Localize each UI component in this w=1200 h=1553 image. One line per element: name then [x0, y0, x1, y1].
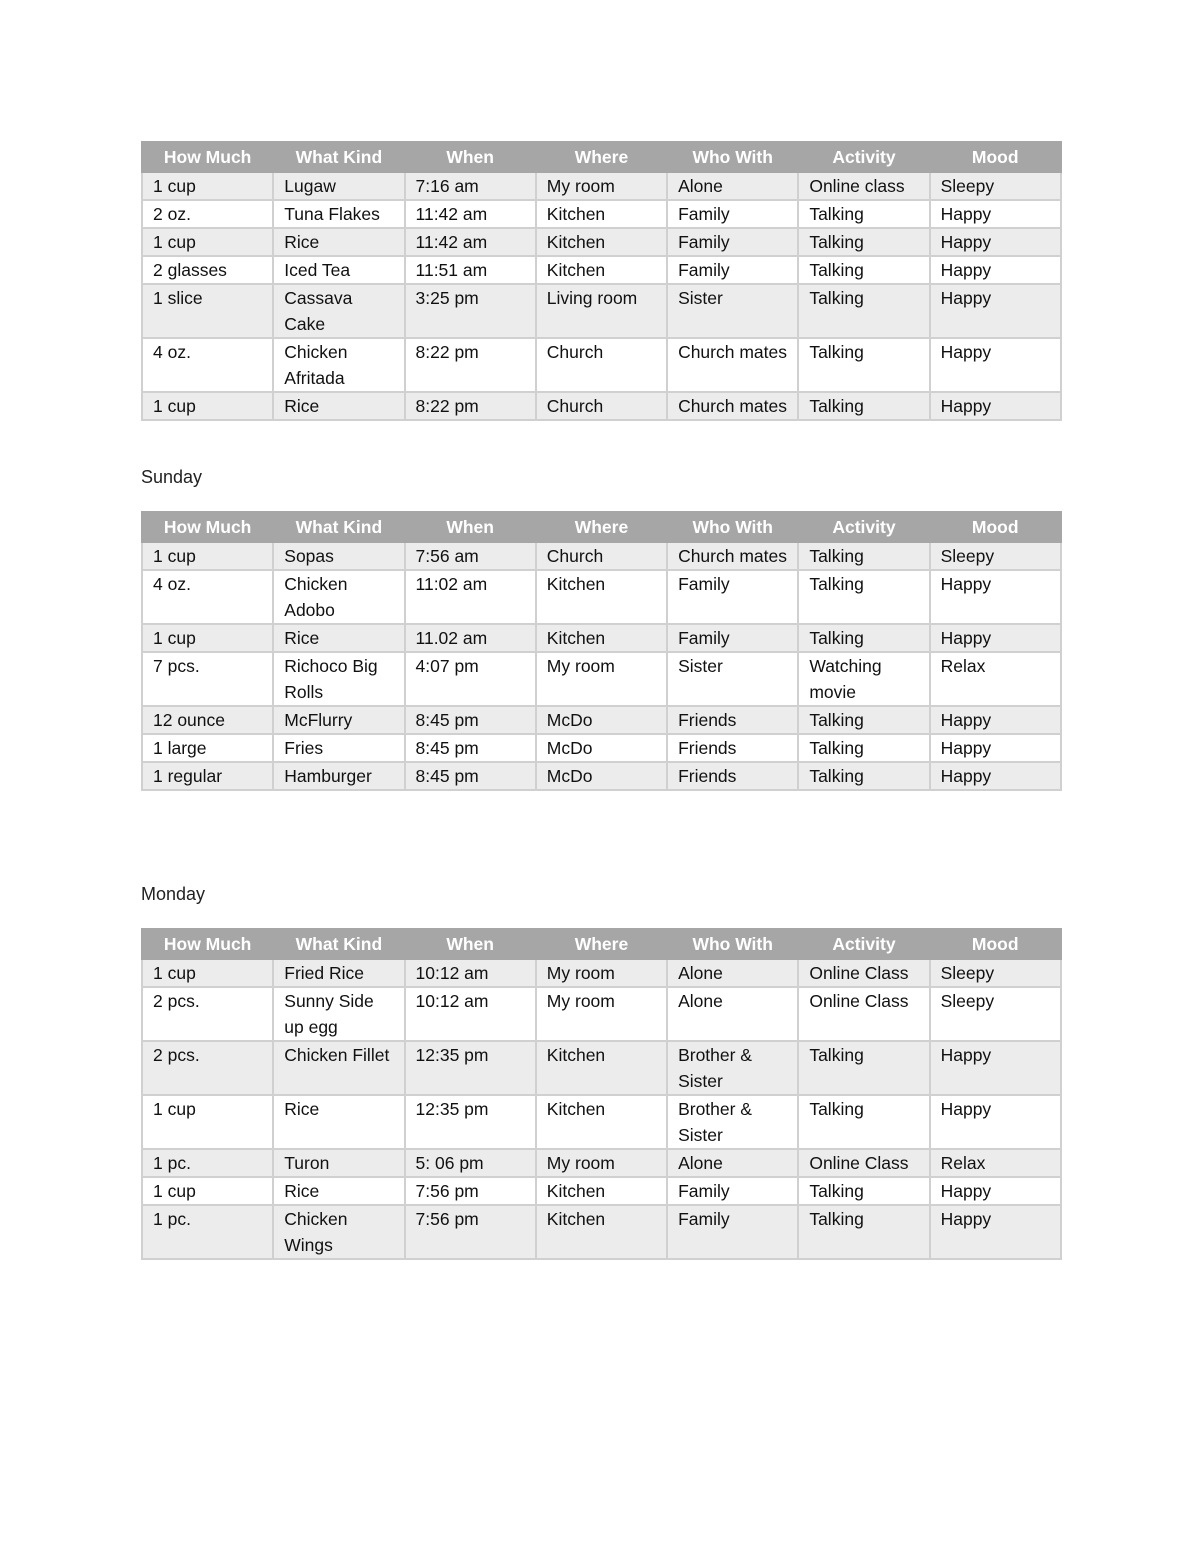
column-header-how-much: How Much — [142, 142, 273, 172]
cell-where: McDo — [536, 734, 667, 762]
cell-what-kind: Iced Tea — [273, 256, 404, 284]
table-row — [142, 762, 1061, 790]
cell-who-with: Church mates — [667, 542, 798, 570]
cell-how-much: 1 cup — [142, 1177, 273, 1205]
cell-what-kind: Chicken Wings — [273, 1205, 404, 1259]
food-log-table-2 — [141, 511, 1062, 791]
cell-when: 11:51 am — [405, 256, 536, 284]
cell-mood: Happy — [930, 1205, 1061, 1259]
cell-who-with: Alone — [667, 172, 798, 200]
table-row — [142, 542, 1061, 570]
cell-who-with: Church mates — [667, 338, 798, 392]
cell-mood: Happy — [930, 734, 1061, 762]
cell-what-kind: Hamburger — [273, 762, 404, 790]
cell-how-much: 1 cup — [142, 542, 273, 570]
column-header-how-much: How Much — [142, 512, 273, 542]
cell-who-with: Family — [667, 256, 798, 284]
column-header-when: When — [405, 512, 536, 542]
cell-mood: Happy — [930, 392, 1061, 420]
column-header-how-much: How Much — [142, 929, 273, 959]
cell-where: Kitchen — [536, 228, 667, 256]
cell-how-much: 4 oz. — [142, 338, 273, 392]
cell-who-with: Family — [667, 200, 798, 228]
cell-how-much: 1 cup — [142, 228, 273, 256]
cell-when: 11:02 am — [405, 570, 536, 624]
cell-where: Kitchen — [536, 1205, 667, 1259]
food-log-table-3 — [141, 928, 1062, 1260]
cell-how-much: 1 regular — [142, 762, 273, 790]
cell-mood: Sleepy — [930, 542, 1061, 570]
column-header-activity: Activity — [798, 142, 929, 172]
cell-when: 4:07 pm — [405, 652, 536, 706]
cell-mood: Happy — [930, 1041, 1061, 1095]
table-row — [142, 392, 1061, 420]
cell-activity: Talking — [798, 706, 929, 734]
cell-how-much: 4 oz. — [142, 570, 273, 624]
cell-what-kind: Rice — [273, 1177, 404, 1205]
column-header-mood: Mood — [930, 142, 1061, 172]
header-row — [142, 142, 1061, 172]
cell-how-much: 1 slice — [142, 284, 273, 338]
table-row — [142, 338, 1061, 392]
cell-activity: Talking — [798, 392, 929, 420]
cell-when: 11.02 am — [405, 624, 536, 652]
cell-where: Kitchen — [536, 1177, 667, 1205]
column-header-what-kind: What Kind — [273, 142, 404, 172]
cell-who-with: Alone — [667, 1149, 798, 1177]
food-log-table-1 — [141, 141, 1062, 421]
cell-what-kind: Lugaw — [273, 172, 404, 200]
cell-where: Living room — [536, 284, 667, 338]
cell-when: 8:45 pm — [405, 734, 536, 762]
cell-where: Church — [536, 338, 667, 392]
cell-what-kind: Sopas — [273, 542, 404, 570]
cell-what-kind: Rice — [273, 1095, 404, 1149]
cell-what-kind: Chicken Afritada — [273, 338, 404, 392]
cell-who-with: Sister — [667, 284, 798, 338]
cell-how-much: 1 cup — [142, 392, 273, 420]
cell-where: Kitchen — [536, 570, 667, 624]
column-header-mood: Mood — [930, 929, 1061, 959]
cell-how-much: 2 pcs. — [142, 1041, 273, 1095]
cell-activity: Online Class — [798, 1149, 929, 1177]
cell-activity: Talking — [798, 1205, 929, 1259]
cell-mood: Happy — [930, 624, 1061, 652]
table-row — [142, 987, 1061, 1041]
cell-where: Kitchen — [536, 624, 667, 652]
cell-how-much: 2 glasses — [142, 256, 273, 284]
column-header-what-kind: What Kind — [273, 929, 404, 959]
document-page — [141, 141, 1060, 1260]
cell-activity: Talking — [798, 542, 929, 570]
table-row — [142, 1041, 1061, 1095]
cell-what-kind: Chicken Fillet — [273, 1041, 404, 1095]
cell-activity: Talking — [798, 1177, 929, 1205]
cell-how-much: 12 ounce — [142, 706, 273, 734]
cell-what-kind: Chicken Adobo — [273, 570, 404, 624]
cell-what-kind: Rice — [273, 624, 404, 652]
cell-who-with: Family — [667, 570, 798, 624]
cell-where: McDo — [536, 762, 667, 790]
cell-activity: Online class — [798, 172, 929, 200]
cell-when: 8:22 pm — [405, 392, 536, 420]
cell-mood: Sleepy — [930, 172, 1061, 200]
cell-activity: Talking — [798, 734, 929, 762]
cell-where: Kitchen — [536, 256, 667, 284]
cell-mood: Happy — [930, 1095, 1061, 1149]
cell-when: 11:42 am — [405, 228, 536, 256]
cell-what-kind: Sunny Side up egg — [273, 987, 404, 1041]
cell-activity: Talking — [798, 624, 929, 652]
cell-who-with: Friends — [667, 734, 798, 762]
column-header-where: Where — [536, 929, 667, 959]
cell-when: 7:56 am — [405, 542, 536, 570]
cell-activity: Talking — [798, 228, 929, 256]
column-header-activity: Activity — [798, 929, 929, 959]
cell-where: My room — [536, 987, 667, 1041]
cell-activity: Watching movie — [798, 652, 929, 706]
cell-mood: Happy — [930, 706, 1061, 734]
column-header-who-with: Who With — [667, 929, 798, 959]
table-row — [142, 624, 1061, 652]
cell-mood: Happy — [930, 284, 1061, 338]
column-header-who-with: Who With — [667, 142, 798, 172]
cell-when: 5: 06 pm — [405, 1149, 536, 1177]
table-row — [142, 1095, 1061, 1149]
cell-where: Kitchen — [536, 200, 667, 228]
table-row — [142, 1149, 1061, 1177]
cell-where: My room — [536, 652, 667, 706]
cell-how-much: 7 pcs. — [142, 652, 273, 706]
cell-when: 12:35 pm — [405, 1041, 536, 1095]
cell-how-much: 2 pcs. — [142, 987, 273, 1041]
cell-activity: Online Class — [798, 959, 929, 987]
cell-how-much: 1 pc. — [142, 1205, 273, 1259]
cell-who-with: Brother & Sister — [667, 1041, 798, 1095]
table-row — [142, 570, 1061, 624]
cell-what-kind: Tuna Flakes — [273, 200, 404, 228]
column-header-activity: Activity — [798, 512, 929, 542]
cell-who-with: Brother & Sister — [667, 1095, 798, 1149]
cell-where: My room — [536, 172, 667, 200]
cell-what-kind: Fried Rice — [273, 959, 404, 987]
cell-where: McDo — [536, 706, 667, 734]
column-header-where: Where — [536, 142, 667, 172]
cell-mood: Relax — [930, 1149, 1061, 1177]
cell-when: 8:22 pm — [405, 338, 536, 392]
table-row — [142, 256, 1061, 284]
day-label-sunday: Sunday — [141, 467, 203, 487]
table-row — [142, 200, 1061, 228]
header-row — [142, 512, 1061, 542]
column-header-mood: Mood — [930, 512, 1061, 542]
cell-who-with: Friends — [667, 706, 798, 734]
cell-how-much: 1 large — [142, 734, 273, 762]
cell-where: My room — [536, 1149, 667, 1177]
cell-mood: Happy — [930, 1177, 1061, 1205]
cell-what-kind: Cassava Cake — [273, 284, 404, 338]
cell-how-much: 1 cup — [142, 624, 273, 652]
cell-who-with: Alone — [667, 959, 798, 987]
cell-where: Kitchen — [536, 1041, 667, 1095]
cell-how-much: 1 cup — [142, 959, 273, 987]
cell-activity: Talking — [798, 200, 929, 228]
cell-who-with: Friends — [667, 762, 798, 790]
cell-when: 12:35 pm — [405, 1095, 536, 1149]
cell-what-kind: Turon — [273, 1149, 404, 1177]
cell-who-with: Church mates — [667, 392, 798, 420]
cell-where: My room — [536, 959, 667, 987]
cell-when: 7:56 pm — [405, 1177, 536, 1205]
cell-when: 8:45 pm — [405, 762, 536, 790]
cell-mood: Happy — [930, 338, 1061, 392]
cell-who-with: Sister — [667, 652, 798, 706]
cell-what-kind: Fries — [273, 734, 404, 762]
column-header-where: Where — [536, 512, 667, 542]
cell-mood: Happy — [930, 200, 1061, 228]
cell-mood: Happy — [930, 256, 1061, 284]
cell-activity: Talking — [798, 1095, 929, 1149]
cell-what-kind: Richoco Big Rolls — [273, 652, 404, 706]
cell-when: 11:42 am — [405, 200, 536, 228]
cell-mood: Happy — [930, 228, 1061, 256]
cell-when: 3:25 pm — [405, 284, 536, 338]
table-row — [142, 228, 1061, 256]
cell-activity: Talking — [798, 570, 929, 624]
table-row — [142, 172, 1061, 200]
table-row — [142, 1177, 1061, 1205]
column-header-who-with: Who With — [667, 512, 798, 542]
table-row — [142, 1205, 1061, 1259]
column-header-what-kind: What Kind — [273, 512, 404, 542]
cell-activity: Talking — [798, 762, 929, 790]
cell-where: Kitchen — [536, 1095, 667, 1149]
cell-activity: Online Class — [798, 987, 929, 1041]
cell-when: 10:12 am — [405, 959, 536, 987]
cell-mood: Relax — [930, 652, 1061, 706]
cell-who-with: Family — [667, 1205, 798, 1259]
table-row — [142, 652, 1061, 706]
cell-mood: Sleepy — [930, 959, 1061, 987]
table-row — [142, 284, 1061, 338]
table-row — [142, 706, 1061, 734]
cell-where: Church — [536, 392, 667, 420]
cell-what-kind: Rice — [273, 392, 404, 420]
cell-mood: Happy — [930, 570, 1061, 624]
cell-who-with: Family — [667, 624, 798, 652]
cell-mood: Happy — [930, 762, 1061, 790]
column-header-when: When — [405, 142, 536, 172]
cell-when: 10:12 am — [405, 987, 536, 1041]
table-row — [142, 734, 1061, 762]
cell-how-much: 1 pc. — [142, 1149, 273, 1177]
column-header-when: When — [405, 929, 536, 959]
header-row — [142, 929, 1061, 959]
cell-when: 7:16 am — [405, 172, 536, 200]
cell-who-with: Alone — [667, 987, 798, 1041]
cell-how-much: 2 oz. — [142, 200, 273, 228]
cell-when: 7:56 pm — [405, 1205, 536, 1259]
day-label-monday: Monday — [141, 884, 206, 904]
cell-activity: Talking — [798, 256, 929, 284]
table-row — [142, 959, 1061, 987]
cell-what-kind: Rice — [273, 228, 404, 256]
cell-when: 8:45 pm — [405, 706, 536, 734]
cell-what-kind: McFlurry — [273, 706, 404, 734]
cell-who-with: Family — [667, 228, 798, 256]
cell-activity: Talking — [798, 284, 929, 338]
cell-who-with: Family — [667, 1177, 798, 1205]
cell-activity: Talking — [798, 338, 929, 392]
cell-how-much: 1 cup — [142, 172, 273, 200]
cell-mood: Sleepy — [930, 987, 1061, 1041]
cell-activity: Talking — [798, 1041, 929, 1095]
cell-how-much: 1 cup — [142, 1095, 273, 1149]
cell-where: Church — [536, 542, 667, 570]
